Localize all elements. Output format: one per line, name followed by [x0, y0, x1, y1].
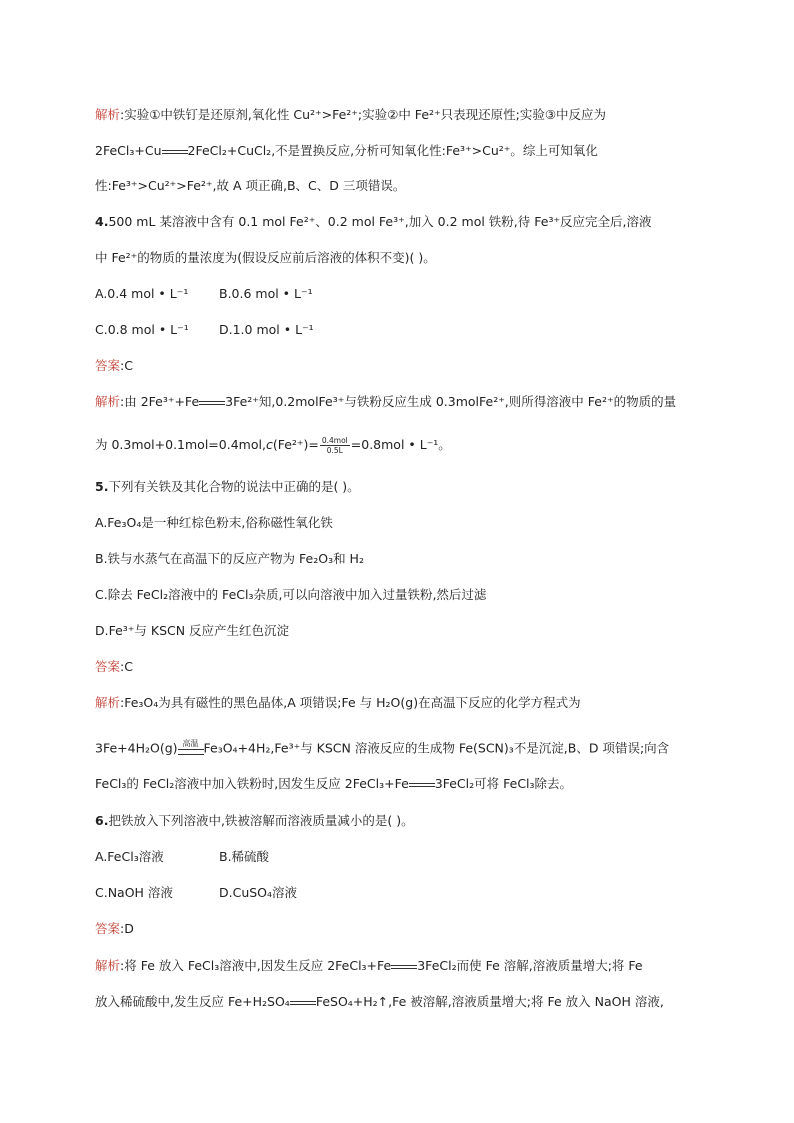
question-number: 6. [95, 813, 109, 828]
option-b: B.稀硫酸 [219, 849, 270, 864]
option-a: A.FeCl₃溶液 [95, 849, 164, 864]
question-4-options-row-2 [95, 322, 314, 338]
question-5-explain-3: FeCl₃的 FeCl₂溶液中加入铁粉时,因发生反应 2FeCl₃+Fe 3FeCl₂可将 FeCl₃除去。 [95, 776, 573, 791]
question-5-option-d: D.Fe³⁺与 KSCN 反应产生红色沉淀 [95, 623, 290, 638]
question-5-option-a: A.Fe₃O₄是一种红棕色粉末,俗称磁性氧化铁 [95, 515, 333, 530]
explain-label: 解析 [95, 958, 121, 973]
explain-line-2: 2FeCl₃+Cu 2FeCl₂+CuCl₂,不是置换反应,分析可知氧化性:Fe³⁺>Cu²⁺。综上可知氧化 [95, 143, 598, 158]
question-number: 4. [95, 214, 109, 229]
explain-label: 解析 [95, 107, 121, 122]
option-b: B.0.6 mol • L⁻¹ [219, 286, 313, 301]
high-temp-equals-icon: 高温 [178, 740, 204, 758]
question-4-explain-1: 解析:由 2Fe³⁺+Fe 3Fe²⁺知,0.2molFe³⁺与铁粉反应生成 0.3molFe²⁺,则所得溶液中 Fe²⁺的物质的量 [95, 394, 677, 409]
question-6-explain-2: 放入稀硫酸中,发生反应 Fe+H₂SO₄ FeSO₄+H₂↑,Fe 被溶解,溶液质量增大;将 Fe 放入 NaOH 溶液, [95, 994, 664, 1009]
question-4-explain-2: 为 0.3mol+0.1mol=0.4mol,c(Fe²⁺)= $\frac{\text{0.4mol}}{0.5L}$ =0.8mol • L⁻¹。 [95, 436, 451, 455]
explain-label: 解析 [95, 394, 121, 409]
option-c: C.0.8 mol • L⁻¹ [95, 322, 189, 337]
option-a: A.0.4 mol • L⁻¹ [95, 286, 189, 301]
question-6-answer: 答案:D [95, 921, 134, 936]
question-4-answer: 答案:C [95, 358, 133, 373]
explain-label: 解析 [95, 695, 121, 710]
equals-sign-icon [162, 147, 188, 157]
question-5-stem: 5.下列有关铁及其化合物的说法中正确的是( )。 [95, 479, 360, 494]
explain-line-3: 性:Fe³⁺>Cu²⁺>Fe²⁺,故 A 项正确,B、C、D 三项错误。 [95, 178, 406, 193]
question-6-stem: 6.把铁放入下列溶液中,铁被溶解而溶液质量减小的是( )。 [95, 813, 414, 828]
question-4-stem-1: 4.500 mL 某溶液中含有 0.1 mol Fe²⁺、0.2 mol Fe³⁺,加入 0.2 mol 铁粉,待 Fe³⁺反应完全后,溶液 [95, 214, 652, 229]
question-5-explain-1: 解析:Fe₃O₄为具有磁性的黑色晶体,A 项错误;Fe 与 H₂O(g)在高温下反应的化学方程式为 [95, 695, 581, 710]
question-6-explain-1: 解析:将 Fe 放入 FeCl₃溶液中,因发生反应 2FeCl₃+Fe 3FeCl₂而使 Fe 溶解,溶液质量增大;将 Fe [95, 958, 643, 973]
equals-sign-icon [391, 962, 417, 972]
question-5-option-c: C.除去 FeCl₂溶液中的 FeCl₃杂质,可以向溶液中加入过量铁粉,然后过滤 [95, 587, 487, 602]
question-4-options-row-1 [95, 286, 313, 302]
fraction: $\frac{\text{0.4mol}}{0.5L}$ [321, 436, 348, 455]
answer-label: 答案 [95, 921, 121, 936]
option-c: C.NaOH 溶液 [95, 885, 173, 900]
answer-label: 答案 [95, 659, 121, 674]
explain-line-1: 解析:实验①中铁钉是还原剂,氧化性 Cu²⁺>Fe²⁺;实验②中 Fe²⁺只表现还原性;实验③中反应为 [95, 107, 607, 122]
question-5-answer: 答案:C [95, 659, 133, 674]
question-6-options-row-2 [95, 885, 298, 901]
equals-sign-icon [290, 998, 316, 1008]
question-4-stem-2: 中 Fe²⁺的物质的量浓度为(假设反应前后溶液的体积不变)( )。 [95, 250, 436, 265]
question-number: 5. [95, 479, 109, 494]
question-6-options-row-1 [95, 849, 270, 865]
option-d: D.1.0 mol • L⁻¹ [219, 322, 314, 337]
equals-sign-icon [409, 780, 435, 790]
question-5-option-b: B.铁与水蒸气在高温下的反应产物为 Fe₂O₃和 H₂ [95, 551, 364, 566]
equals-sign-icon [199, 398, 225, 408]
question-5-explain-2: 3Fe+4H₂O(g) 高温 Fe₃O₄+4H₂,Fe³⁺与 KSCN 溶液反应的生成物 Fe(SCN)₃不是沉淀,B、D 项错误;向含 [95, 740, 669, 758]
option-d: D.CuSO₄溶液 [219, 885, 298, 900]
answer-label: 答案 [95, 358, 121, 373]
